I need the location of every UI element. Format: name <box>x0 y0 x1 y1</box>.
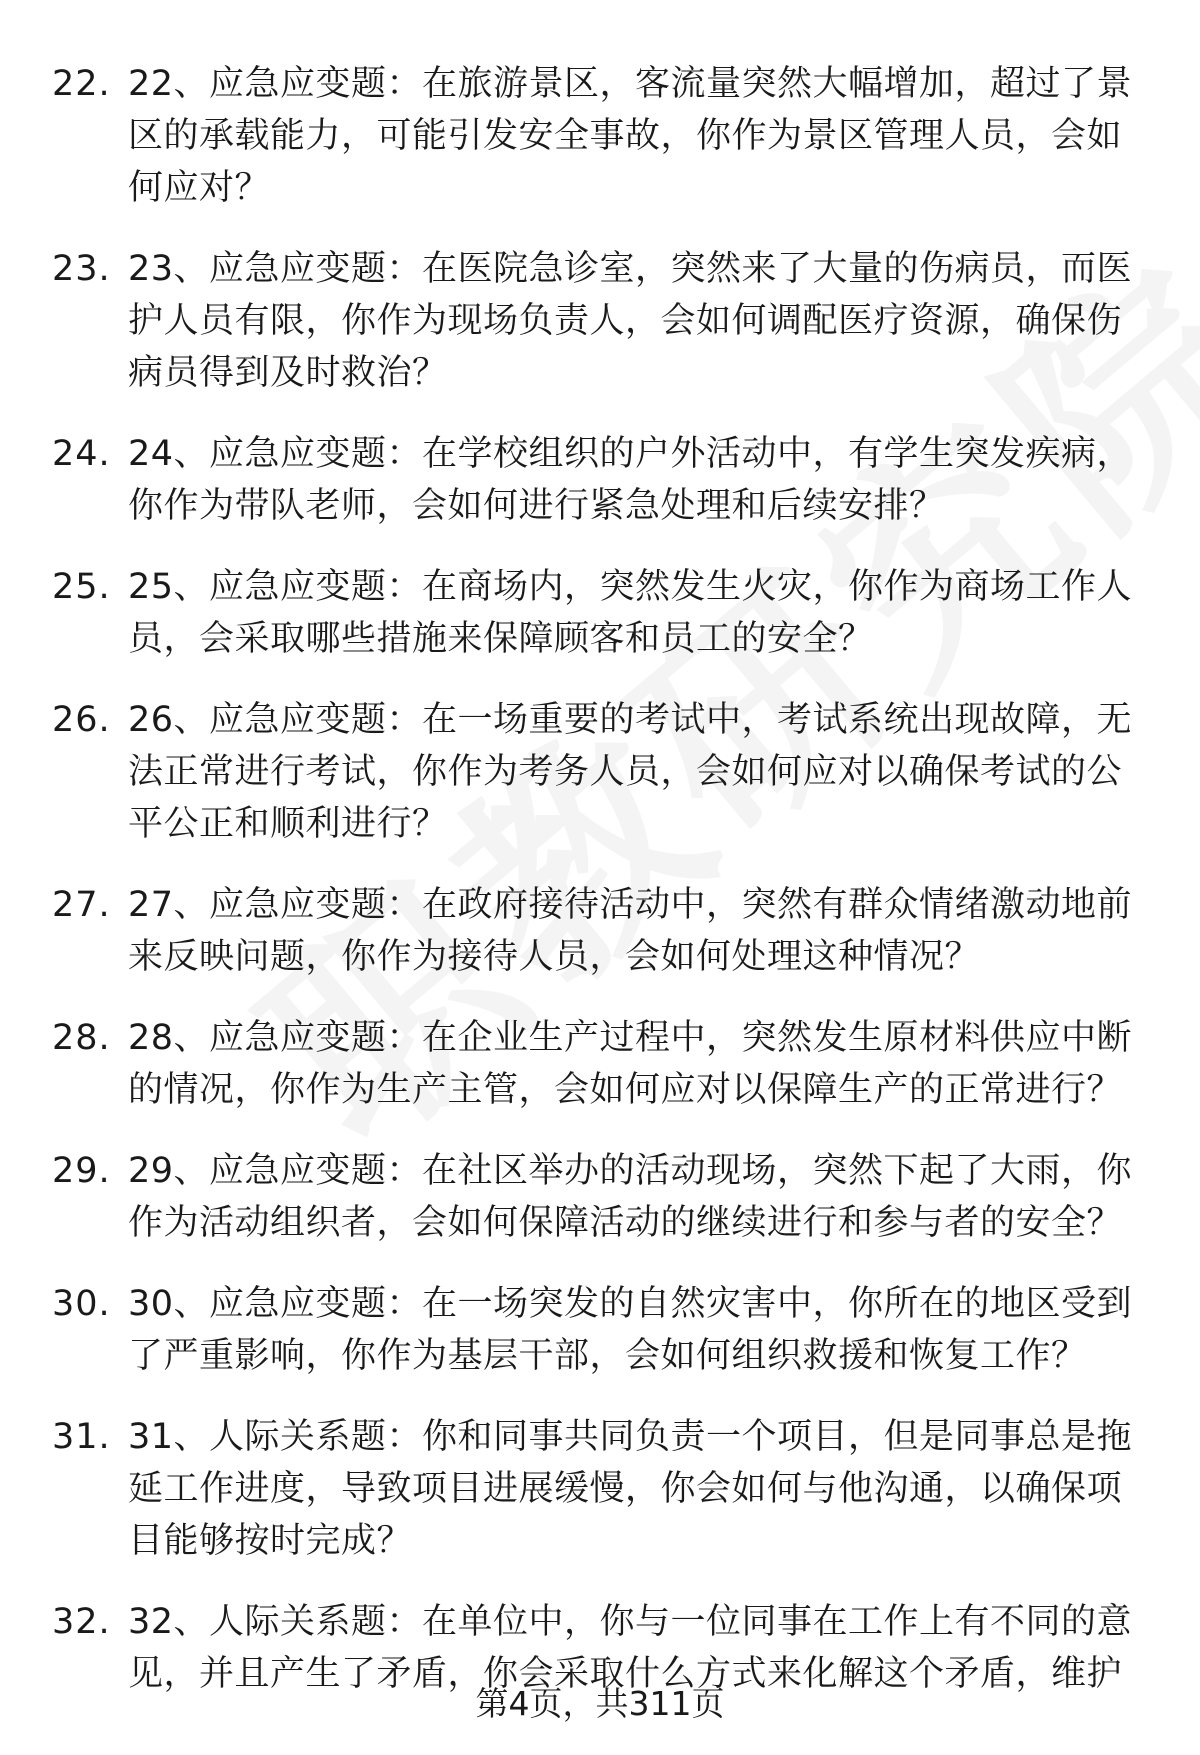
question-item <box>0 561 1200 665</box>
question-number: 30. <box>52 1284 111 1324</box>
question-list <box>0 58 1200 1729</box>
question-number: 27. <box>52 885 111 925</box>
question-item <box>0 694 1200 850</box>
question-text: 25、应急应变题：在商场内，突然发生火灾，你作为商场工作人员，会采取哪些措施来保障顾客和员工的安全？ <box>128 567 1133 659</box>
question-text: 24、应急应变题：在学校组织的户外活动中，有学生突发疾病，你作为带队老师，会如何进行紧急处理和后续安排？ <box>128 434 1133 526</box>
question-text: 23、应急应变题：在医院急诊室，突然来了大量的伤病员，而医护人员有限，你作为现场负责人，会如何调配医疗资源，确保伤病员得到及时救治？ <box>128 249 1133 393</box>
question-text: 29、应急应变题：在社区举办的活动现场，突然下起了大雨，你作为活动组织者，会如何保障活动的继续进行和参与者的安全？ <box>128 1151 1133 1243</box>
question-number: 23. <box>52 249 111 289</box>
question-number: 22. <box>52 64 111 104</box>
question-item <box>0 1012 1200 1116</box>
question-item <box>0 1145 1200 1249</box>
question-item <box>0 879 1200 983</box>
question-text: 27、应急应变题：在政府接待活动中，突然有群众情绪激动地前来反映问题，你作为接待人员，会如何处理这种情况？ <box>128 885 1133 977</box>
question-item <box>0 1411 1200 1567</box>
question-number: 24. <box>52 434 111 474</box>
question-item <box>0 58 1200 214</box>
question-number: 25. <box>52 567 111 607</box>
question-number: 29. <box>52 1151 111 1191</box>
question-text: 31、人际关系题：你和同事共同负责一个项目，但是同事总是拖延工作进度，导致项目进展缓慢，你会如何与他沟通，以确保项目能够按时完成？ <box>128 1417 1133 1561</box>
question-item <box>0 1278 1200 1382</box>
question-item <box>0 428 1200 532</box>
question-text: 26、应急应变题：在一场重要的考试中，考试系统出现故障，无法正常进行考试，你作为考务人员，会如何应对以确保考试的公平公正和顺利进行？ <box>128 700 1133 844</box>
question-item <box>0 243 1200 399</box>
page-footer: 第4页，共311页 <box>475 1684 725 1723</box>
question-number: 31. <box>52 1417 111 1457</box>
question-number: 32. <box>52 1602 111 1642</box>
question-text: 22、应急应变题：在旅游景区，客流量突然大幅增加，超过了景区的承载能力，可能引发安全事故，你作为景区管理人员，会如何应对？ <box>128 64 1133 208</box>
question-number: 28. <box>52 1018 111 1058</box>
question-number: 26. <box>52 700 111 740</box>
question-text: 28、应急应变题：在企业生产过程中，突然发生原材料供应中断的情况，你作为生产主管，会如何应对以保障生产的正常进行？ <box>128 1018 1133 1110</box>
question-text: 32、人际关系题：在单位中，你与一位同事在工作上有不同的意见，并且产生了矛盾，你会采取什么方式来化解这个矛盾，维护 <box>128 1602 1133 1694</box>
question-text: 30、应急应变题：在一场突发的自然灾害中，你所在的地区受到了严重影响，你作为基层干部，会如何组织救援和恢复工作？ <box>128 1284 1133 1376</box>
